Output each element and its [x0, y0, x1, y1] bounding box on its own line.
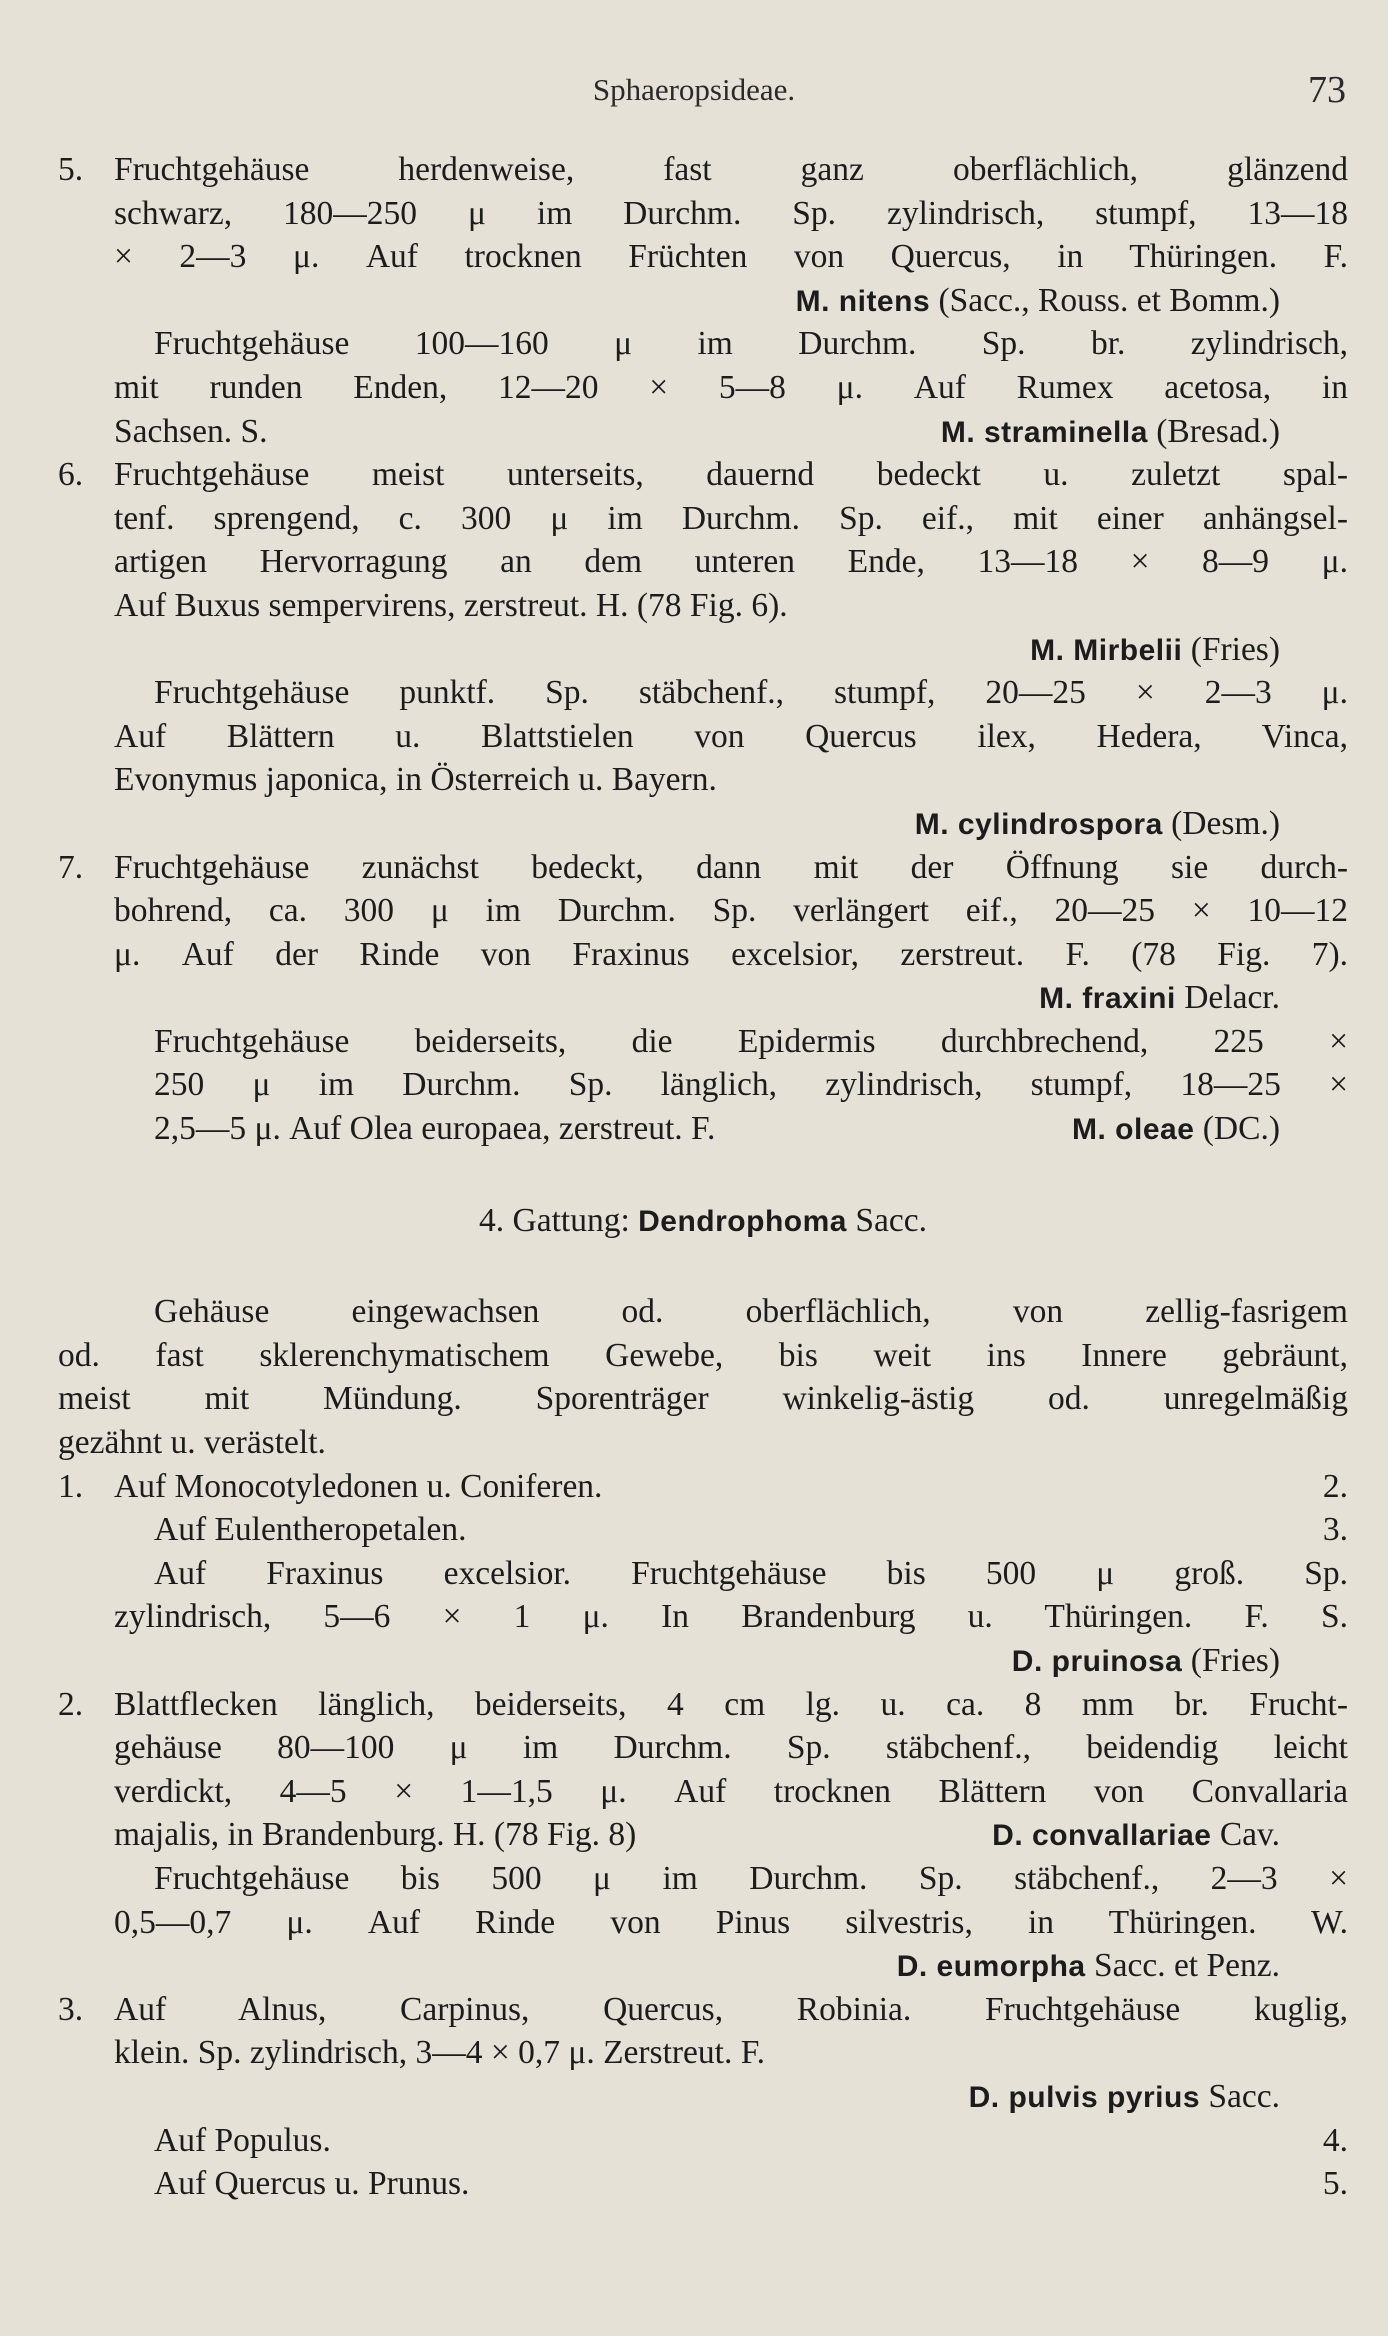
text-line: Fruchtgehäuse 100—160 μ im Durchm. Sp. br. zylindrisch, [154, 325, 1348, 363]
text-line: 2,5—5 μ. Auf Olea europaea, zerstreut. F. M. oleae (DC.) [58, 1107, 1348, 1151]
text-line: 3. Auf Alnus, Carpinus, Quercus, Robinia. Fruchtgehäuse kuglig, [58, 1988, 1348, 2032]
text-line: artigen Hervorragung an dem unteren Ende, 13—18 × 8—9 μ. [114, 543, 1348, 581]
text-line: 250 μ im Durchm. Sp. länglich, zylindrisch, stumpf, 18—25 × [154, 1066, 1348, 1104]
key-line: Auf Populus. 4. [58, 2119, 1348, 2163]
text-line: Evonymus japonica, in Österreich u. Bayern. [114, 761, 717, 799]
species-name: D. convallariae Cav. [992, 1816, 1280, 1854]
species-name: M. cylindrospora (Desm.) [914, 804, 1280, 842]
text-line: klein. Sp. zylindrisch, 3—4 × 0,7 μ. Zerstreut. F. [114, 2034, 766, 2072]
text-line: Auf Buxus sempervirens, zerstreut. H. (78 Fig. 6). [114, 586, 788, 624]
running-header: Sphaeropsideae. [592, 72, 796, 107]
text-line: 6. Fruchtgehäuse meist unterseits, dauernd bedeckt u. zuletzt spal- [58, 453, 1348, 497]
text-line: gezähnt u. verästelt. [58, 1424, 326, 1462]
genus-heading: 4. Gattung: Dendrophoma Sacc. [479, 1201, 927, 1239]
species-name: M. nitens (Sacc., Rouss. et Bomm.) [795, 281, 1280, 319]
text-line: Fruchtgehäuse beiderseits, die Epidermis durchbrechend, 225 × [154, 1022, 1348, 1060]
text-line: Auf Fraxinus excelsior. Fruchtgehäuse bis 500 μ groß. Sp. [154, 1554, 1348, 1592]
species-name: D. eumorpha Sacc. et Penz. [896, 1947, 1280, 1985]
key-lead: 4. [1322, 2121, 1348, 2159]
page-number: 73 [1308, 69, 1346, 111]
key-lead: 5. [1322, 2165, 1348, 2203]
text-line: Fruchtgehäuse punktf. Sp. stäbchenf., stumpf, 20—25 × 2—3 μ. [154, 674, 1348, 712]
key-number: 3. [58, 1990, 84, 2028]
text-line: Gehäuse eingewachsen od. oberflächlich, von zellig-fasrigem [154, 1293, 1348, 1331]
species-name: M. straminella (Bresad.) [940, 412, 1280, 450]
key-line: 1. Auf Monocotyledonen u. Coniferen. 2. [58, 1465, 1348, 1509]
text-line: meist mit Mündung. Sporenträger winkelig-ästig od. unregelmäßig [58, 1380, 1348, 1418]
key-number: 2. [58, 1685, 84, 1723]
text-line: tenf. sprengend, c. 300 μ im Durchm. Sp. eif., mit einer anhängsel- [114, 499, 1348, 537]
text-line: 7. Fruchtgehäuse zunächst bedeckt, dann mit der Öffnung sie durch- [58, 846, 1348, 890]
species-name: M. Mirbelii (Fries) [1030, 630, 1280, 668]
text-line: 2. Blattflecken länglich, beiderseits, 4 cm lg. u. ca. 8 mm br. Frucht- [58, 1683, 1348, 1727]
text-line: gehäuse 80—100 μ im Durchm. Sp. stäbchenf., beidendig leicht [114, 1729, 1348, 1767]
key-lead: 3. [1322, 1511, 1348, 1549]
species-name: M. oleae (DC.) [1072, 1110, 1280, 1148]
text-line: × 2—3 μ. Auf trocknen Früchten von Quercus, in Thüringen. F. [114, 238, 1348, 276]
text-line: mit runden Enden, 12—20 × 5—8 μ. Auf Rumex acetosa, in [114, 368, 1348, 406]
text-line: zylindrisch, 5—6 × 1 μ. In Brandenburg u. Thüringen. F. S. [114, 1598, 1348, 1636]
key-line: Auf Eulentheropetalen. 3. [58, 1508, 1348, 1552]
text-line: 5. Fruchtgehäuse herdenweise, fast ganz oberflächlich, glänzend [58, 148, 1348, 192]
text-line: od. fast sklerenchymatischem Gewebe, bis weit ins Innere gebräunt, [58, 1336, 1348, 1374]
text-line: Fruchtgehäuse bis 500 μ im Durchm. Sp. stäbchenf., 2—3 × [154, 1859, 1348, 1897]
key-number: 6. [58, 456, 84, 494]
species-name: M. fraxini Delacr. [1039, 979, 1280, 1017]
species-name: D. pulvis pyrius Sacc. [968, 2077, 1280, 2115]
text-line: verdickt, 4—5 × 1—1,5 μ. Auf trocknen Blättern von Convallaria [114, 1772, 1348, 1810]
key-number: 7. [58, 848, 84, 886]
text-line: Sachsen. S. M. straminella (Bresad.) [58, 410, 1348, 454]
text-line: 0,5—0,7 μ. Auf Rinde von Pinus silvestris, in Thüringen. W. [114, 1903, 1348, 1941]
key-line: Auf Quercus u. Prunus. 5. [58, 2162, 1348, 2206]
text-line: μ. Auf der Rinde von Fraxinus excelsior, zerstreut. F. (78 Fig. 7). [114, 935, 1348, 973]
text-line: majalis, in Brandenburg. H. (78 Fig. 8) D. convallariae Cav. [58, 1813, 1348, 1857]
key-number: 1. [58, 1467, 84, 1505]
species-name: D. pruinosa (Fries) [1011, 1642, 1280, 1679]
text-line: bohrend, ca. 300 μ im Durchm. Sp. verlängert eif., 20—25 × 10—12 [114, 892, 1348, 930]
key-lead: 2. [1322, 1467, 1348, 1505]
key-number: 5. [58, 151, 84, 188]
text-line: Auf Blättern u. Blattstielen von Quercus ilex, Hedera, Vinca, [114, 717, 1348, 755]
page-body [58, 148, 1348, 2206]
text-line: schwarz, 180—250 μ im Durchm. Sp. zylindrisch, stumpf, 13—18 [114, 194, 1348, 232]
